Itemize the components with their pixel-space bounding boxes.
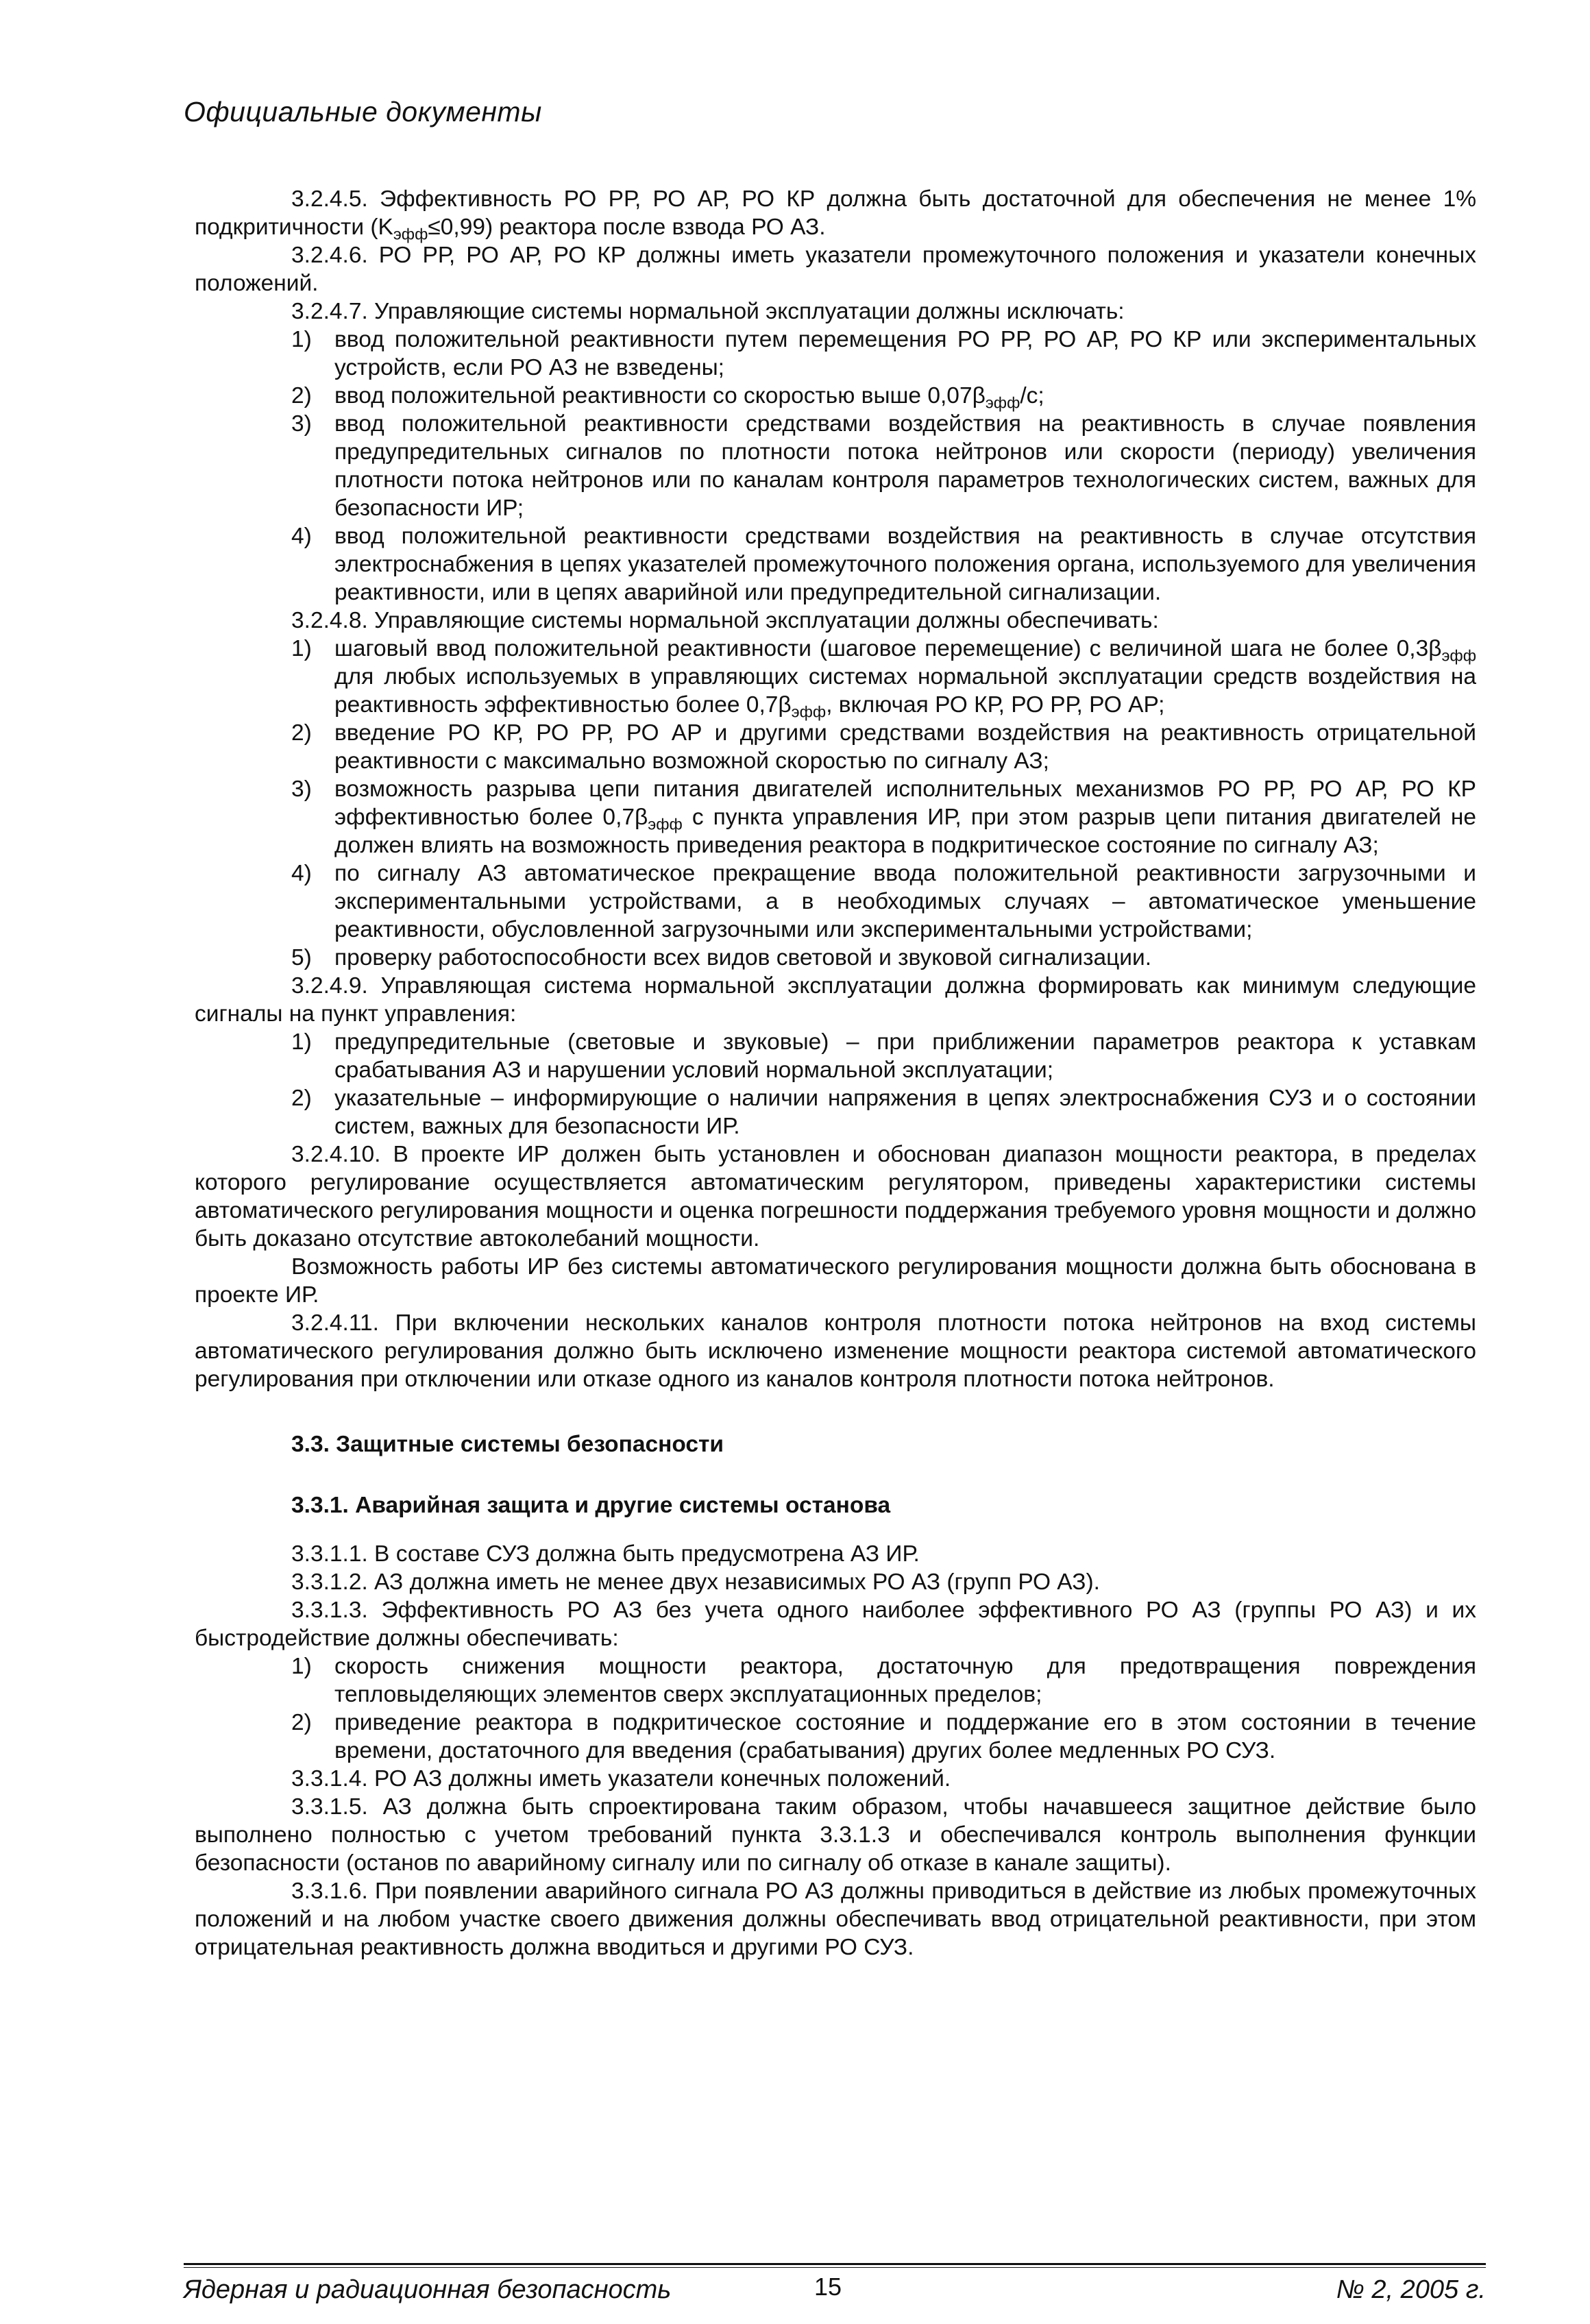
- list-number: 1): [291, 636, 312, 661]
- list-item: [195, 1709, 1476, 1765]
- list-text: проверку работоспособности всех видов световой и звуковой сигнализации.: [334, 945, 1152, 970]
- list-item: [195, 1084, 1476, 1140]
- list-number: 4): [291, 524, 312, 549]
- list-number: 2): [291, 720, 312, 746]
- paragraph-3-3-1-2: 3.3.1.2. АЗ должна иметь не менее двух независимых РО АЗ (групп РО АЗ).: [291, 1569, 1100, 1595]
- page-number: 15: [814, 2273, 842, 2301]
- list-item: [195, 410, 1476, 522]
- list-text: ввод положительной реактивности путем перемещения РО РР, РО АР, РО КР или экспериментальных устройств, если РО АЗ не взведены;: [334, 327, 1476, 380]
- spacer: [195, 1458, 1476, 1491]
- footer-issue: № 2, 2005 г.: [1336, 2275, 1486, 2304]
- list-item: [195, 326, 1476, 382]
- paragraph-3-3-1-5: 3.3.1.5. АЗ должна быть спроектирована таким образом, чтобы начавшееся защитное действие было выполнено полностью с учетом требований пункта 3.3.1.3 и обеспечивался контроль выполнения функции безопасности (останов по аварийному сигналу или по сигналу об отказе в канале защиты).: [195, 1794, 1476, 1876]
- list-text: предупредительные (световые и звуковые) – при приближении параметров реактора к уставкам срабатывания АЗ и нарушении условий нормальной эксплуатации;: [334, 1029, 1476, 1083]
- section-heading-3-3-1: 3.3.1. Аварийная защита и другие системы останова: [291, 1493, 891, 1518]
- paragraph-3-2-4-8: 3.2.4.8. Управляющие системы нормальной эксплуатации должны обеспечивать:: [291, 608, 1159, 633]
- paragraph-3-2-4-10-continued: Возможность работы ИР без системы автоматического регулирования мощности должна быть обоснована в проекте ИР.: [195, 1254, 1476, 1308]
- paragraph-3-2-4-10: 3.2.4.10. В проекте ИР должен быть установлен и обоснован диапазон мощности реактора, в пределах которого регулирование осуществляется автоматическим регулятором, приведены характеристики системы автоматического регулирования мощности и оценка погрешности поддержания требуемого уровня мощности и должно быть доказано отсутствие автоколебаний мощности.: [195, 1142, 1476, 1251]
- footer-journal-title: Ядерная и радиационная безопасность: [184, 2275, 672, 2304]
- list-item: [195, 522, 1476, 607]
- list-number: 4): [291, 861, 312, 886]
- list-number: 2): [291, 383, 312, 408]
- list-item: [195, 1028, 1476, 1084]
- paragraph-3-2-4-9: 3.2.4.9. Управляющая система нормальной эксплуатации должна формировать как минимум следующие сигналы на пункт управления:: [195, 973, 1476, 1027]
- section-heading-3-3: 3.3. Защитные системы безопасности: [291, 1432, 724, 1457]
- paragraph-3-3-1-1: 3.3.1.1. В составе СУЗ должна быть предусмотрена АЗ ИР.: [291, 1541, 920, 1567]
- list-text: указательные – информирующие о наличии напряжения в цепях электроснабжения СУЗ и о состоянии систем, важных для безопасности ИР.: [334, 1086, 1476, 1139]
- list-item: [195, 775, 1476, 859]
- list-item: [195, 635, 1476, 719]
- list-number: 3): [291, 411, 312, 437]
- list-text: ввод положительной реактивности со скоростью выше $0,07\beta_{эфф}/с$;: [334, 383, 1044, 412]
- list-number: 5): [291, 945, 312, 970]
- paragraph-3-2-4-5: 3.2.4.5. Эффективность РО РР, РО АР, РО КР должна быть достаточной для обеспечения не менее 1% подкритичности $(K_{эфф}\le 0,99)$ реактора после взвода РО АЗ.: [195, 186, 1476, 243]
- list-text: шаговый ввод положительной реактивности (шаговое перемещение) с величиной шага не более $0,3\beta_{эфф}$ для любых используемых в управляющих системах нормальной эксплуатации средств воздействия на реактивность эффективностью более $0,7\beta_{эфф}$, включая РО КР, РО РР, РО АР;: [334, 636, 1476, 721]
- list-item: [195, 382, 1476, 410]
- list-item: [195, 859, 1476, 944]
- list-number: 3): [291, 776, 312, 802]
- list-number: 2): [291, 1086, 312, 1111]
- list-item: [195, 944, 1476, 972]
- paragraph-3-2-4-7: 3.2.4.7. Управляющие системы нормальной эксплуатации должны исключать:: [291, 299, 1125, 324]
- paragraph-3-3-1-3: 3.3.1.3. Эффективность РО АЗ без учета одного наиболее эффективного РО АЗ (группы РО АЗ) и их быстродействие должны обеспечивать:: [195, 1598, 1476, 1651]
- spacer: [195, 1393, 1476, 1430]
- paragraph-3-2-4-6: 3.2.4.6. РО РР, РО АР, РО КР должны иметь указатели промежуточного положения и указатели конечных положений.: [195, 243, 1476, 296]
- list-text: скорость снижения мощности реактора, достаточную для предотвращения повреждения тепловыделяющих элементов сверх эксплуатационных пределов;: [334, 1654, 1476, 1707]
- list-text: ввод положительной реактивности средствами воздействия на реактивность в случае отсутствия электроснабжения в цепях указателей промежуточного положения органа, используемого для увеличения реактивности, или в цепях аварийной или предупредительной сигнализации.: [334, 524, 1476, 605]
- list-number: 1): [291, 1029, 312, 1055]
- spacer: [195, 1519, 1476, 1540]
- footer-rule-thin: [184, 2267, 1486, 2268]
- paragraph-3-2-4-11: 3.2.4.11. При включении нескольких каналов контроля плотности потока нейтронов на вход системы автоматического регулирования должно быть исключено изменение мощности реактора системой автоматического регулирования при отключении или отказе одного из каналов контроля плотности потока нейтронов.: [195, 1310, 1476, 1392]
- list-item: [195, 719, 1476, 775]
- list-item: [195, 1652, 1476, 1709]
- running-header: Официальные документы: [184, 96, 542, 127]
- list-text: по сигналу АЗ автоматическое прекращение ввода положительной реактивности загрузочными и экспериментальными устройствами, а в необходимых случаях – автоматическое уменьшение реактивности, обусловленной загрузочными или экспериментальными устройствами;: [334, 861, 1476, 942]
- list-text: приведение реактора в подкритическое состояние и поддержание его в этом состоянии в течение времени, достаточного для введения (срабатывания) других более медленных РО СУЗ.: [334, 1710, 1476, 1763]
- list-number: 1): [291, 327, 312, 352]
- document-body: [195, 185, 1476, 1961]
- paragraph-3-3-1-4: 3.3.1.4. РО АЗ должны иметь указатели конечных положений.: [291, 1766, 951, 1791]
- list-text: введение РО КР, РО РР, РО АР и другими средствами воздействия на реактивность отрицательной реактивности с максимально возможной скоростью по сигналу АЗ;: [334, 720, 1476, 774]
- list-number: 1): [291, 1654, 312, 1679]
- list-number: 2): [291, 1710, 312, 1735]
- footer-rule: [184, 2263, 1486, 2265]
- list-text: ввод положительной реактивности средствами воздействия на реактивность в случае появления предупредительных сигналов по плотности потока нейтронов или скорости (периоду) увеличения плотности потока нейтронов или по каналам контроля параметров технологических систем, важных для безопасности ИР;: [334, 411, 1476, 521]
- list-text: возможность разрыва цепи питания двигателей исполнительных механизмов РО РР, РО АР, РО КР эффективностью более $0,7\beta_{эфф}$ с пункта управления ИР, при этом разрыв цепи питания двигателей не должен влиять на возможность приведения реактора в подкритическое состояние по сигналу АЗ;: [334, 776, 1476, 858]
- paragraph-3-3-1-6: 3.3.1.6. При появлении аварийного сигнала РО АЗ должны приводиться в действие из любых промежуточных положений и на любом участке своего движения должны обеспечивать ввод отрицательной реактивности, при этом отрицательная реактивность должна вводиться и другими РО СУЗ.: [195, 1879, 1476, 1960]
